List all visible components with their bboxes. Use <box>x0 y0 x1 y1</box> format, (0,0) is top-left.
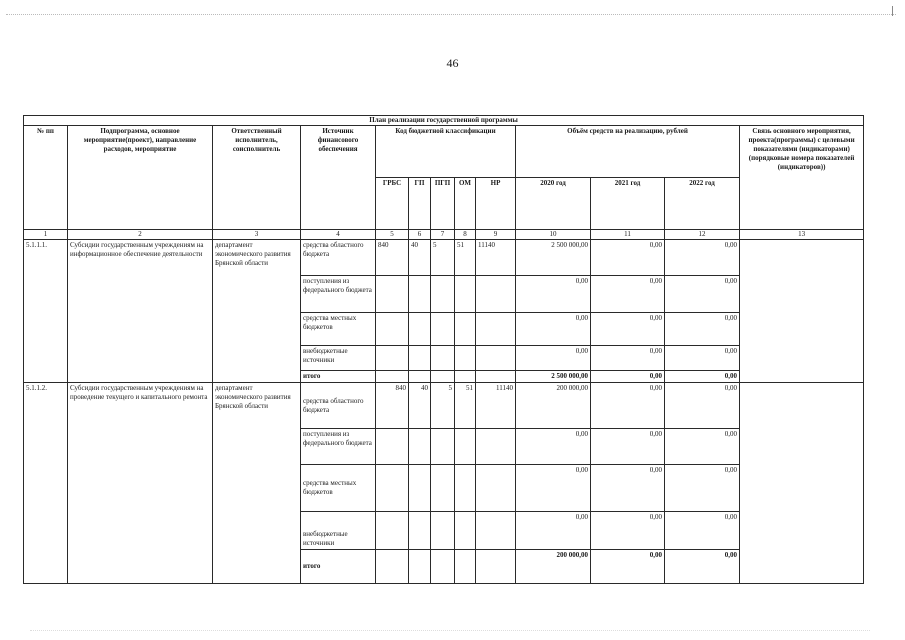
indicator-link <box>740 240 864 383</box>
item-number: 5.1.1.2. <box>24 383 68 584</box>
code-pgp <box>431 465 455 512</box>
column-number: 6 <box>409 230 431 240</box>
funding-source: средства областного бюджета <box>301 383 376 429</box>
funding-source-total: итого <box>301 550 376 584</box>
item-name: Субсидии государственным учреждениям на проведение текущего и капитального ремонта <box>68 383 213 584</box>
code-np <box>476 346 516 371</box>
amount-2022: 0,00 <box>665 383 740 429</box>
code-pgp <box>431 429 455 465</box>
column-number: 4 <box>301 230 376 240</box>
code-grbs <box>376 465 409 512</box>
code-om <box>455 465 476 512</box>
amount-2021: 0,00 <box>591 512 665 550</box>
funding-source-total: итого <box>301 371 376 383</box>
code-om <box>455 313 476 346</box>
code-pgp <box>431 276 455 313</box>
code-om <box>455 550 476 584</box>
budget-table-container <box>23 115 863 584</box>
amount-2020: 2 500 000,00 <box>516 240 591 276</box>
header-2022: 2022 год <box>665 178 740 230</box>
item-responsible: департамент экономического развития Брянской области <box>213 240 301 383</box>
code-pgp <box>431 313 455 346</box>
code-pgp: 5 <box>431 383 455 429</box>
column-number-row <box>24 230 864 240</box>
header-gp: ГП <box>409 178 431 230</box>
column-number: 5 <box>376 230 409 240</box>
total-2021: 0,00 <box>591 371 665 383</box>
code-om <box>455 371 476 383</box>
funding-source: внебюджетные источники <box>301 346 376 371</box>
code-gp <box>409 429 431 465</box>
column-number: 7 <box>431 230 455 240</box>
amount-2022: 0,00 <box>665 429 740 465</box>
header-grbs: ГРБС <box>376 178 409 230</box>
amount-2022: 0,00 <box>665 512 740 550</box>
code-grbs: 840 <box>376 240 409 276</box>
code-om: 51 <box>455 240 476 276</box>
header-pgp: ПГП <box>431 178 455 230</box>
code-grbs <box>376 346 409 371</box>
amount-2021: 0,00 <box>591 429 665 465</box>
amount-2021: 0,00 <box>591 465 665 512</box>
code-gp <box>409 550 431 584</box>
code-om <box>455 346 476 371</box>
header-budget-code: Код бюджетной классификации <box>376 126 516 178</box>
code-np <box>476 276 516 313</box>
table-row <box>24 383 864 429</box>
code-grbs <box>376 371 409 383</box>
header-volume: Объём средств на реализацию, рублей <box>516 126 740 178</box>
funding-source: поступления из федерального бюджета <box>301 276 376 313</box>
header-source: Источник финансового обеспечения <box>301 126 376 230</box>
amount-2020: 200 000,00 <box>516 383 591 429</box>
code-gp: 40 <box>409 383 431 429</box>
funding-source: средства местных бюджетов <box>301 465 376 512</box>
code-grbs <box>376 550 409 584</box>
total-2020: 2 500 000,00 <box>516 371 591 383</box>
header-subprogram: Подпрограмма, основное мероприятие(проект), направление расходов, мероприятие <box>68 126 213 230</box>
item-name: Субсидии государственным учреждениям на информационное обеспечение деятельности <box>68 240 213 383</box>
header-om: ОМ <box>455 178 476 230</box>
code-np <box>476 313 516 346</box>
code-gp <box>409 276 431 313</box>
total-2021: 0,00 <box>591 550 665 584</box>
code-np <box>476 550 516 584</box>
plan-title: План реализации государственной программы <box>24 116 864 126</box>
table-row <box>24 240 864 276</box>
code-grbs <box>376 429 409 465</box>
code-pgp <box>431 371 455 383</box>
header-2021: 2021 год <box>591 178 665 230</box>
code-gp: 40 <box>409 240 431 276</box>
code-pgp: 5 <box>431 240 455 276</box>
table-body <box>24 240 864 584</box>
code-np <box>476 465 516 512</box>
column-number: 11 <box>591 230 665 240</box>
code-np: 11140 <box>476 240 516 276</box>
amount-2020: 0,00 <box>516 512 591 550</box>
code-gp <box>409 313 431 346</box>
column-number: 12 <box>665 230 740 240</box>
code-gp <box>409 371 431 383</box>
code-grbs <box>376 313 409 346</box>
code-om: 51 <box>455 383 476 429</box>
funding-source: средства местных бюджетов <box>301 313 376 346</box>
funding-source: поступления из федерального бюджета <box>301 429 376 465</box>
header-np: НР <box>476 178 516 230</box>
code-pgp <box>431 550 455 584</box>
amount-2021: 0,00 <box>591 383 665 429</box>
funding-source: средства областного бюджета <box>301 240 376 276</box>
scan-bottom-line <box>30 630 870 631</box>
amount-2020: 0,00 <box>516 276 591 313</box>
column-number: 1 <box>24 230 68 240</box>
item-responsible: департамент экономического развития Брянской области <box>213 383 301 584</box>
total-2022: 0,00 <box>665 371 740 383</box>
code-grbs: 840 <box>376 383 409 429</box>
code-om <box>455 429 476 465</box>
amount-2022: 0,00 <box>665 465 740 512</box>
amount-2021: 0,00 <box>591 346 665 371</box>
column-number: 10 <box>516 230 591 240</box>
code-gp <box>409 346 431 371</box>
code-gp <box>409 512 431 550</box>
amount-2022: 0,00 <box>665 313 740 346</box>
budget-table <box>23 115 864 584</box>
code-pgp <box>431 512 455 550</box>
table-header <box>24 116 864 240</box>
code-om <box>455 276 476 313</box>
amount-2022: 0,00 <box>665 276 740 313</box>
amount-2022: 0,00 <box>665 346 740 371</box>
amount-2020: 0,00 <box>516 465 591 512</box>
scan-edge-line <box>6 14 896 15</box>
code-grbs <box>376 276 409 313</box>
code-pgp <box>431 346 455 371</box>
total-2022: 0,00 <box>665 550 740 584</box>
page-number: 46 <box>446 56 459 70</box>
column-number: 8 <box>455 230 476 240</box>
code-np: 11140 <box>476 383 516 429</box>
column-number: 2 <box>68 230 213 240</box>
code-om <box>455 512 476 550</box>
amount-2020: 0,00 <box>516 313 591 346</box>
funding-source: внебюджетные источники <box>301 512 376 550</box>
item-number: 5.1.1.1. <box>24 240 68 383</box>
header-2020: 2020 год <box>516 178 591 230</box>
amount-2020: 0,00 <box>516 346 591 371</box>
amount-2020: 0,00 <box>516 429 591 465</box>
total-2020: 200 000,00 <box>516 550 591 584</box>
code-gp <box>409 465 431 512</box>
amount-2021: 0,00 <box>591 313 665 346</box>
column-number: 3 <box>213 230 301 240</box>
code-grbs <box>376 512 409 550</box>
column-number: 9 <box>476 230 516 240</box>
amount-2021: 0,00 <box>591 276 665 313</box>
code-np <box>476 512 516 550</box>
amount-2022: 0,00 <box>665 240 740 276</box>
column-number: 13 <box>740 230 864 240</box>
header-responsible: Ответственный исполнитель, соисполнитель <box>213 126 301 230</box>
code-np <box>476 429 516 465</box>
code-np <box>476 371 516 383</box>
header-link: Связь основного мероприятия, проекта(программы) с целевыми показателями (индикаторами) (порядковые номера показателей (индикаторов)) <box>740 126 864 230</box>
scan-edge-mark <box>892 6 893 16</box>
amount-2021: 0,00 <box>591 240 665 276</box>
indicator-link <box>740 383 864 584</box>
header-num: № пп <box>24 126 68 230</box>
